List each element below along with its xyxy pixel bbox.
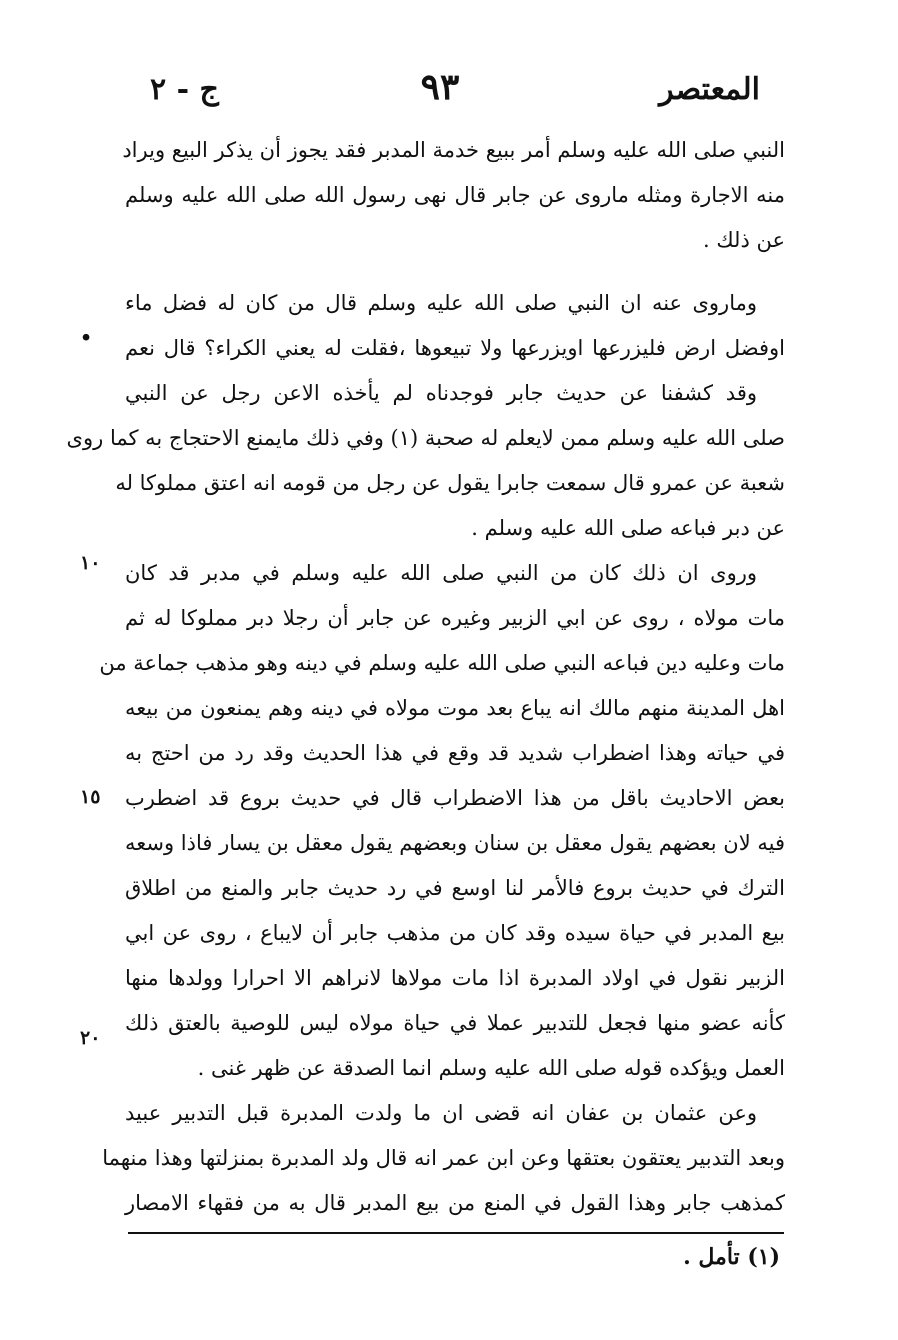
text-line: مات مولاه ، روى عن ابي الزبير وغيره عن جابر أن رجلا دبر مملوكا له ثم	[125, 606, 785, 630]
text-line: بيع المدبر في حياة سيده وقد كان من مذهب جابر أن لايباع ، روى عن ابي	[125, 921, 785, 945]
text-line: كمذهب جابر وهذا القول في المنع من بيع المدبر قال به من فقهاء الامصار	[125, 1191, 785, 1215]
text-line: وبعد التدبير يعتقون بعتقها وعن ابن عمر انه قال ولد المدبرة بمنزلتها وهذا منهما	[102, 1146, 785, 1170]
text-line: الزبير نقول في اولاد المدبرة اذا مات مولاها لانراهم الا احرارا وولدها منها	[125, 966, 785, 990]
text-line: اوفضل ارض فليزرعها اويزرعها ولا تبيعوها ،فقلت له يعني الكراء؟ قال نعم	[125, 336, 786, 360]
text-line: صلى الله عليه وسلم ممن لايعلم له صحبة (١) وفي ذلك مايمنع الاحتجاج به كما روى	[66, 426, 785, 450]
text-line: العمل ويؤكده قوله صلى الله عليه وسلم انما الصدقة عن ظهر غنى .	[197, 1056, 785, 1080]
text-line: وروى ان ذلك كان من النبي صلى الله عليه وسلم في مدبر قد كان	[125, 561, 757, 585]
text-line: وقد كشفنا عن حديث جابر فوجدناه لم يأخذه الاعن رجل عن النبي	[125, 381, 757, 405]
volume-label: ج - ٢	[150, 72, 219, 107]
footnote: (١) تأمل .	[683, 1244, 780, 1270]
text-line: عن دبر فباعه صلى الله عليه وسلم .	[471, 516, 785, 540]
margin-line-number: ١٥	[80, 786, 101, 808]
page-number: ٩٣	[420, 66, 460, 108]
text-line: مات وعليه دين فباعه النبي صلى الله عليه وسلم في دينه وهو مذهب جماعة من	[99, 651, 785, 675]
text-line: كأنه عضو منها فجعل للتدبير عملا في حياة مولاه ليس للوصية بالعتق ذلك	[125, 1011, 785, 1035]
text-line: وماروى عنه ان النبي صلى الله عليه وسلم قال من كان له فضل ماء	[125, 291, 757, 315]
footnote-divider	[128, 1232, 784, 1234]
margin-mark: •	[80, 327, 93, 349]
text-line: اهل المدينة منهم مالك انه يباع بعد موت مولاه في دينه وهم يمنعون من بيعه	[125, 696, 785, 720]
text-line: منه الاجارة ومثله ماروى عن جابر قال نهى رسول الله صلى الله عليه وسلم	[125, 183, 785, 207]
text-line: النبي صلى الله عليه وسلم أمر ببيع خدمة المدبر فقد يجوز أن يذكر البيع ويراد	[122, 138, 785, 162]
text-line: فيه لان بعضهم يقول معقل بن سنان وبعضهم يقول معقل بن يسار فاذا وسعه	[125, 831, 785, 855]
margin-line-number: ٢٠	[80, 1027, 101, 1049]
text-line: بعض الاحاديث باقل من هذا الاضطراب قال في حديث بروع قد اضطرب	[125, 786, 785, 810]
margin-line-number: ١٠	[80, 552, 101, 574]
text-line: الترك في حديث بروع فالأمر لنا اوسع في رد حديث جابر والمنع من اطلاق	[125, 876, 785, 900]
text-line: وعن عثمان بن عفان انه قضى ان ما ولدت المدبرة قبل التدبير عبيد	[125, 1101, 757, 1125]
page-header	[120, 66, 760, 122]
text-line: في حياته وهذا اضطراب شديد قد وقع في هذا الحديث وقد رد من احتج به	[125, 741, 785, 765]
running-title: المعتصر	[659, 72, 760, 107]
text-line: عن ذلك .	[703, 228, 785, 252]
text-line: شعبة عن عمرو قال سمعت جابرا يقول عن رجل من قومه انه اعتق مملوكا له	[115, 471, 785, 495]
